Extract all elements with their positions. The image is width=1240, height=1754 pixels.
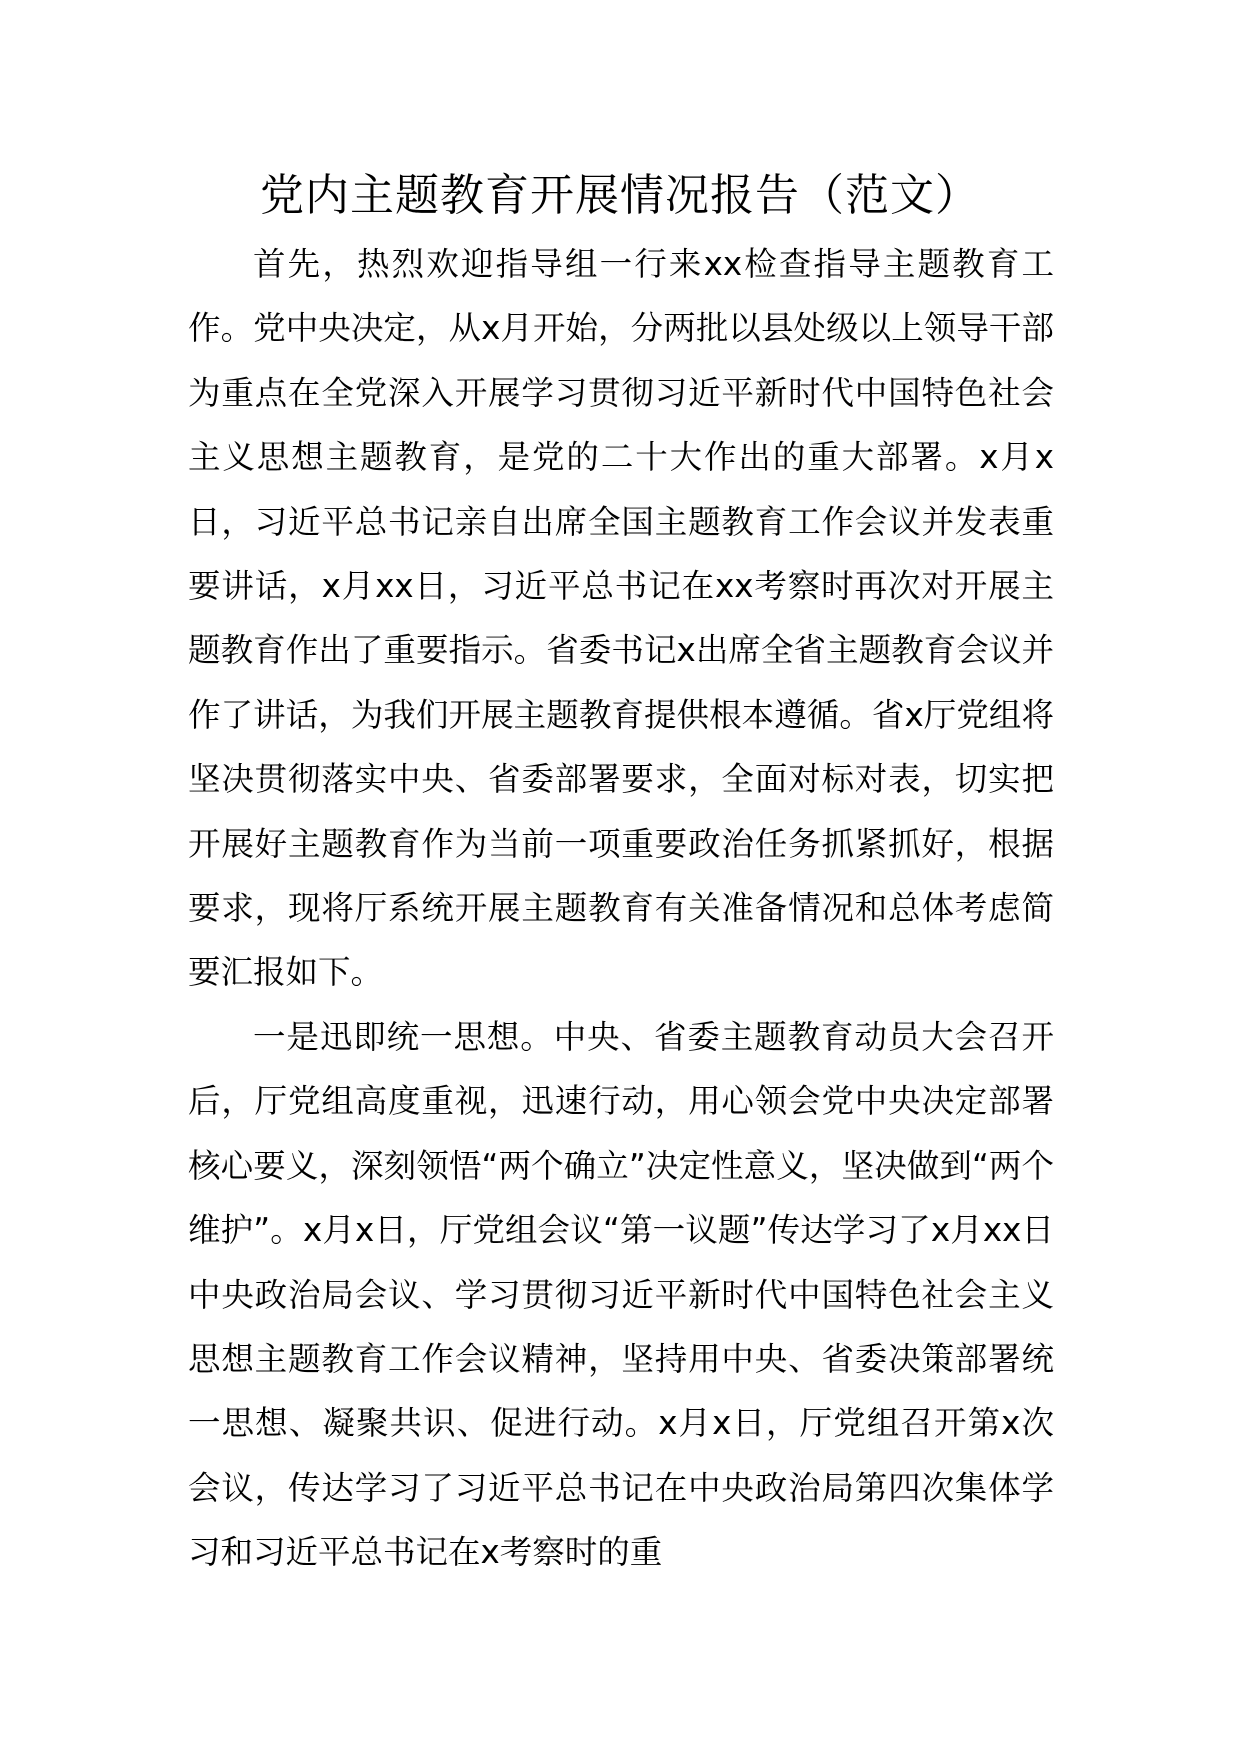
paragraph-intro: 首先，热烈欢迎指导组一行来xx检查指导主题教育工作。党中央决定，从x月开始，分两批以县处级以上领导干部为重点在全党深入开展学习贯彻习近平新时代中国特色社会主义思想主题教育，是党的二十大作出的重大部署。x月x日，习近平总书记亲自出席全国主题教育工作会议并发表重要讲话，x月xx日，习近平总书记在xx考察时再次对开展主题教育作出了重要指示。省委书记x出席全省主题教育会议并作了讲话，为我们开展主题教育提供根本遵循。省x厅党组将坚决贯彻落实中央、省委部署要求，全面对标对表，切实把开展好主题教育作为当前一项重要政治任务抓紧抓好，根据要求，现将厅系统开展主题教育有关准备情况和总体考虑简要汇报如下。 — [188, 245, 1054, 992]
document-title: 党内主题教育开展情况报告（范文） — [260, 170, 980, 221]
paragraph-unify-thought: 一是迅即统一思想。中央、省委主题教育动员大会召开后，厅党组高度重视，迅速行动，用心领会党中央决定部署核心要义，深刻领悟“两个确立”决定性意义，坚决做到“两个维护”。x月x日，厅党组会议“第一议题”传达学习了x月xx日中央政治局会议、学习贯彻习近平新时代中国特色社会主义思想主题教育工作会议精神，坚持用中央、省委决策部署统一思想、凝聚共识、促进行动。x月x日，厅党组召开第x次会议，传达学习了习近平总书记在中央政治局第四次集体学习和习近平总书记在x考察时的重 — [188, 1017, 1054, 1572]
document-body — [188, 232, 1054, 1585]
